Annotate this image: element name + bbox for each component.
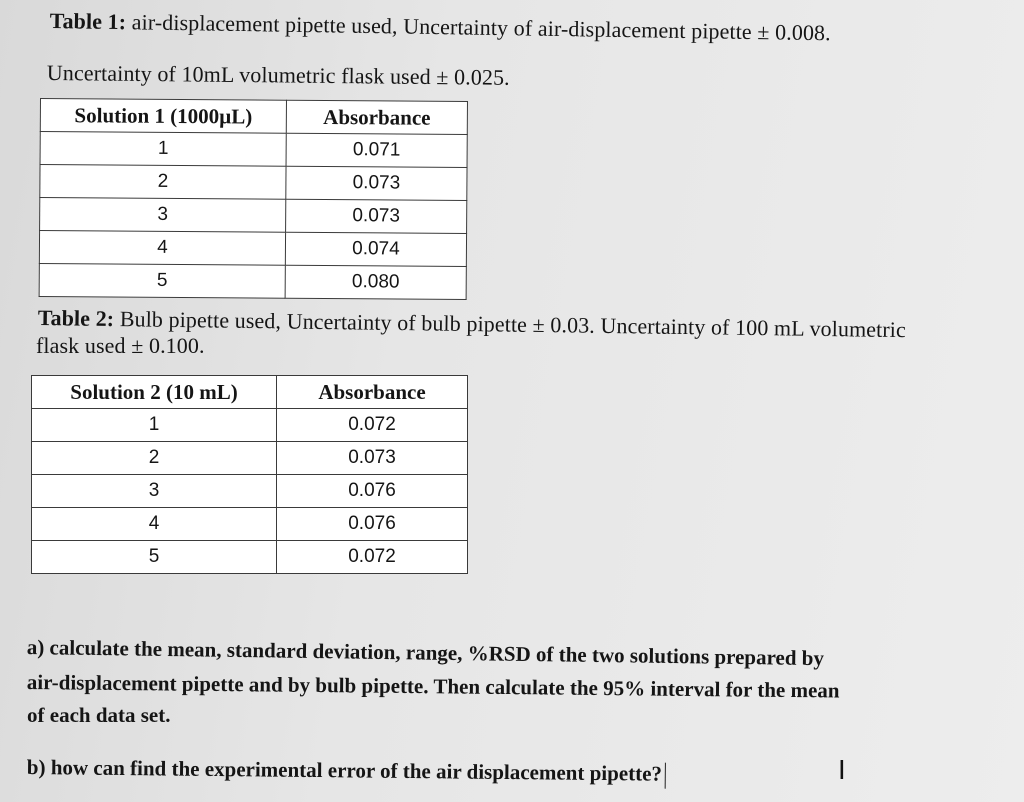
table1-caption-label: Table 1:	[49, 8, 127, 35]
table-row	[32, 508, 468, 541]
table1-cell-absorbance: 0.073	[286, 199, 467, 233]
table1-caption-text: air-displacement pipette used, Uncertainty of air-displacement pipette ± 0.008.	[126, 9, 831, 46]
question-a-line3: of each data set.	[27, 703, 171, 727]
table1-caption-line2: Uncertainty of 10mL volumetric flask used ± 0.025.	[46, 60, 510, 90]
table1-cell-absorbance: 0.073	[286, 166, 467, 200]
table-row	[32, 442, 468, 475]
table2-header-absorbance: Absorbance	[277, 376, 468, 409]
table1-header-solution: Solution 1 (1000µL)	[40, 99, 286, 134]
table1-cell-trial: 5	[39, 263, 285, 298]
table1-cell-trial: 4	[39, 231, 285, 266]
table-row	[39, 263, 466, 299]
table-row	[32, 409, 468, 442]
ibeam-cursor-icon: I	[838, 756, 846, 786]
question-b-text: b) how can find the experimental error of the air displacement pipette?	[26, 754, 663, 786]
table2-header-solution: Solution 2 (10 mL)	[32, 376, 277, 409]
table2-cell-trial: 1	[32, 409, 277, 442]
table2-cell-trial: 2	[32, 442, 277, 475]
table1-cell-absorbance: 0.074	[285, 232, 466, 266]
table2-caption-line2: flask used ± 0.100.	[36, 333, 205, 358]
table1-header-absorbance: Absorbance	[286, 100, 467, 134]
table-row	[40, 165, 467, 201]
table-row	[32, 475, 468, 508]
table1-cell-trial: 1	[40, 132, 286, 167]
table-row	[32, 541, 468, 574]
table-row	[40, 198, 467, 234]
question-b	[27, 752, 666, 790]
table2-cell-trial: 3	[32, 475, 277, 508]
table1-cell-trial: 2	[40, 165, 286, 200]
table1-cell-trial: 3	[40, 198, 286, 233]
table2-cell-trial: 5	[32, 541, 277, 574]
table2-cell-absorbance: 0.072	[277, 541, 468, 574]
text-caret	[665, 763, 666, 789]
table2-caption-text: Bulb pipette used, Uncertainty of bulb pipette ± 0.03. Uncertainty of 100 mL volumetric	[114, 306, 907, 343]
table2-cell-absorbance: 0.073	[277, 442, 468, 475]
table1	[39, 98, 468, 300]
table-row	[39, 231, 466, 267]
question-a-line1: a) calculate the mean, standard deviation, range, %RSD of the two solutions prepared by	[26, 634, 825, 671]
table1-caption	[50, 8, 831, 46]
table-header-row	[32, 376, 468, 409]
table1-cell-absorbance: 0.080	[285, 265, 466, 299]
table2	[31, 375, 468, 574]
table-header-row	[40, 99, 467, 135]
table2-cell-absorbance: 0.072	[277, 409, 468, 442]
table2-cell-trial: 4	[32, 508, 277, 541]
table-row	[40, 132, 467, 168]
table1-cell-absorbance: 0.071	[286, 133, 467, 167]
table2-caption-label: Table 2:	[37, 305, 115, 332]
table2-cell-absorbance: 0.076	[277, 475, 468, 508]
question-a-line2: air-displacement pipette and by bulb pipette. Then calculate the 95% interval for the mean	[26, 669, 840, 703]
table2-cell-absorbance: 0.076	[277, 508, 468, 541]
